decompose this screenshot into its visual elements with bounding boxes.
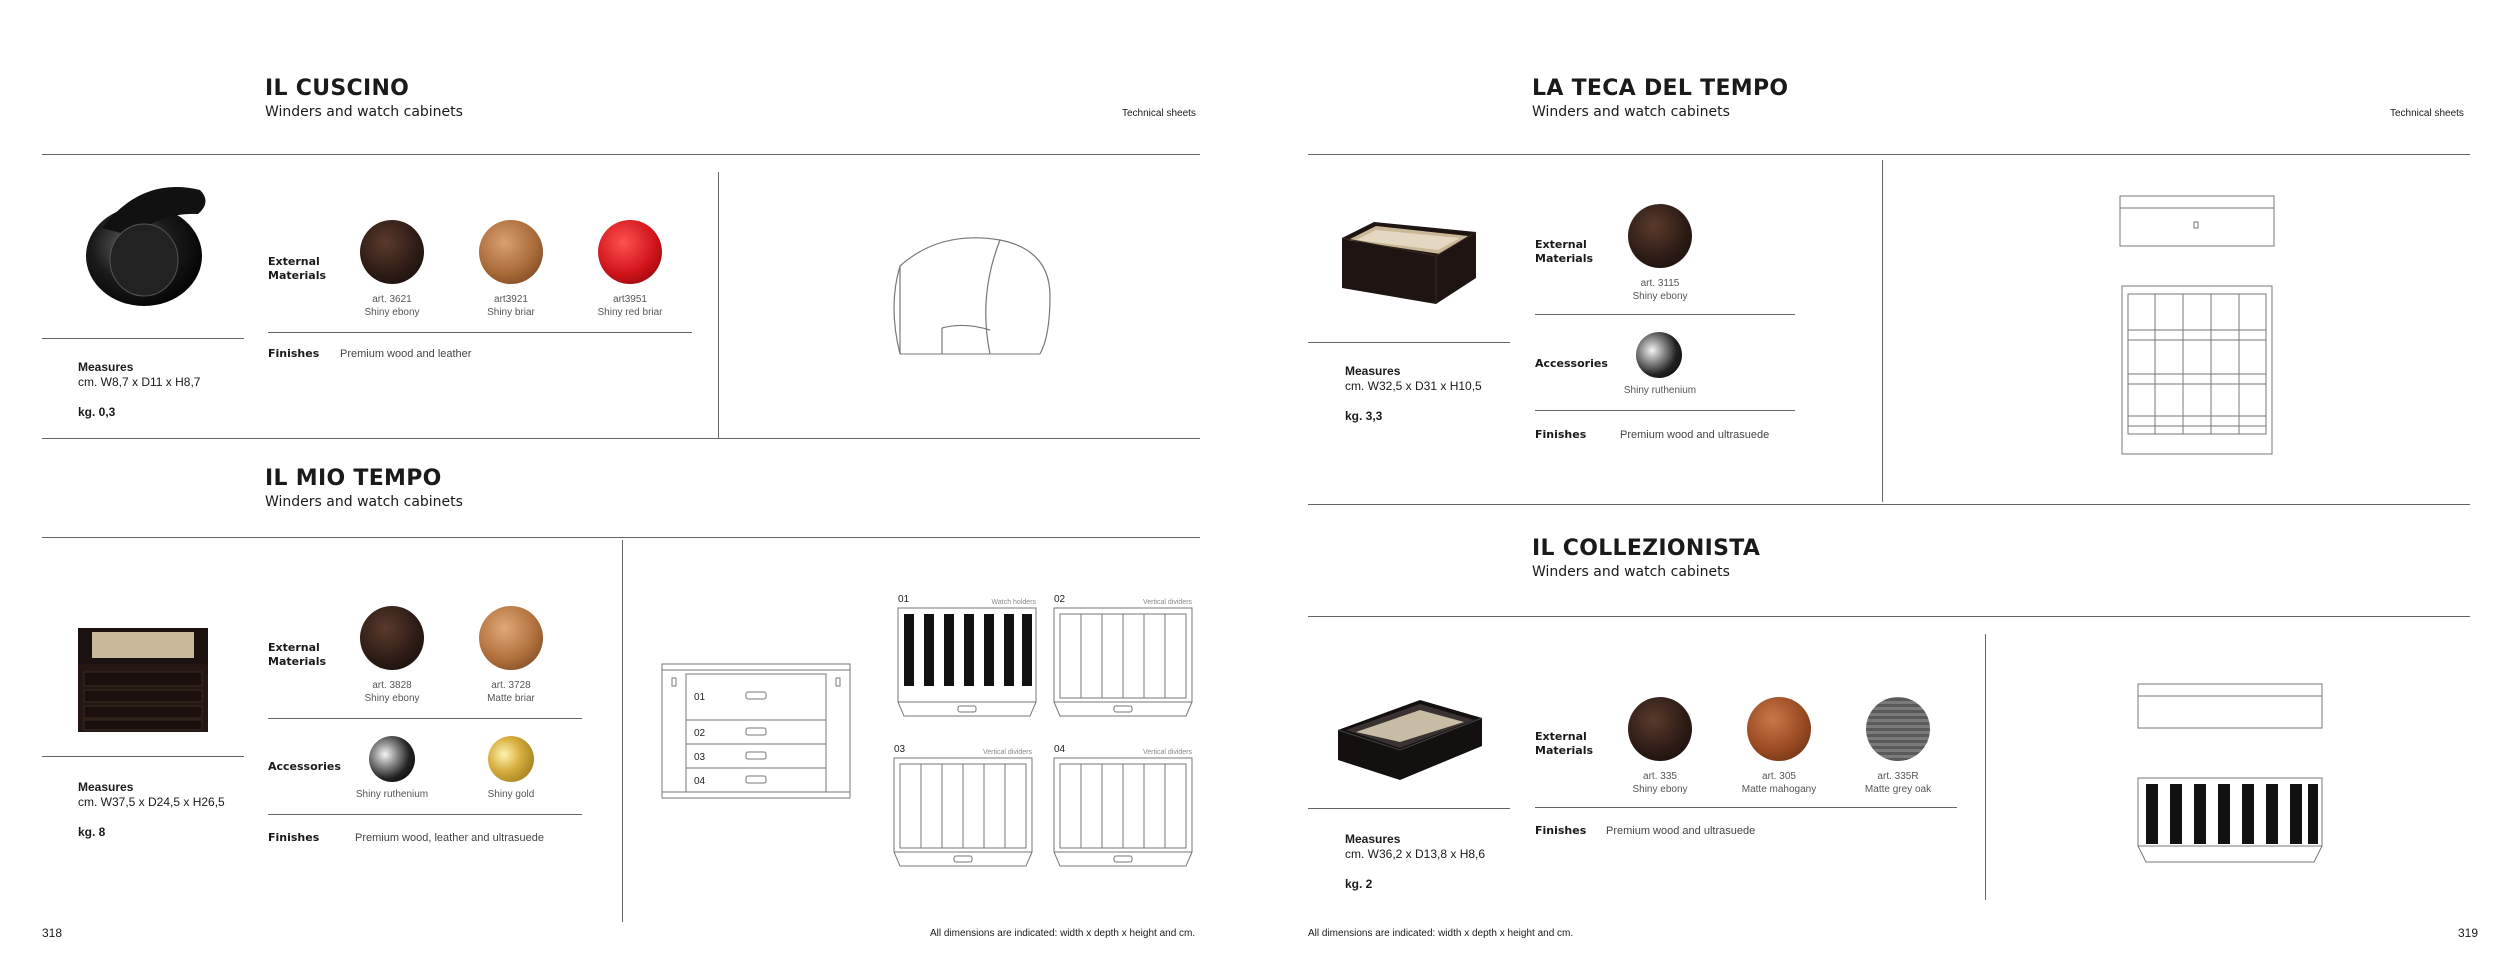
collezionista-title: IL COLLEZIONISTA <box>1532 536 1761 561</box>
tray-number: 01 <box>898 594 910 605</box>
accessory-caption: Shiny ruthenium <box>355 789 429 800</box>
accessory-caption: Shiny ruthenium <box>1623 385 1697 396</box>
swatch-caption: art. 3115 Shiny ebony <box>1632 278 1688 302</box>
divider <box>1308 616 2470 617</box>
collezionista-product-image <box>1334 690 1484 786</box>
divider <box>1535 807 1957 808</box>
swatch-caption: art. 305 Matte mahogany <box>1741 771 1817 795</box>
tray-number: 03 <box>894 744 906 755</box>
tray-04-drawing <box>1050 742 1196 870</box>
teca-top-drawing <box>2118 284 2276 456</box>
tray-01-drawing <box>894 592 1040 720</box>
divider <box>268 332 692 333</box>
page-number-left: 318 <box>42 926 63 940</box>
collezionista-top-drawing <box>2136 776 2324 866</box>
divider <box>1308 504 2470 505</box>
technical-sheets-link-right[interactable]: Technical sheets <box>2390 108 2464 119</box>
drawer-number: 04 <box>694 776 706 787</box>
finishes-value: Premium wood, leather and ultrasuede <box>355 832 544 844</box>
swatch-caption: art. 335 Shiny ebony <box>1632 771 1688 795</box>
swatch-shiny-red-briar <box>598 220 662 284</box>
divider <box>1308 154 2470 155</box>
measures-value: cm. W8,7 x D11 x H8,7 <box>78 375 201 389</box>
external-materials-label: External Materials <box>1535 238 1594 265</box>
divider <box>1535 410 1795 411</box>
swatch-caption: art3951 Shiny red briar <box>597 294 663 318</box>
collezionista-measures <box>1345 832 1485 892</box>
weight-value: kg. 8 <box>78 825 106 839</box>
divider <box>1308 808 1510 809</box>
measures-label: Measures <box>78 780 134 794</box>
collezionista-subtitle: Winders and watch cabinets <box>1532 564 1730 580</box>
tray-number: 04 <box>1054 744 1066 755</box>
cuscino-title: IL CUSCINO <box>265 76 410 101</box>
mio-tempo-title: IL MIO TEMPO <box>265 466 442 491</box>
swatch-matte-briar <box>479 606 543 670</box>
divider <box>1308 342 1510 343</box>
measures-value: cm. W32,5 x D31 x H10,5 <box>1345 379 1482 393</box>
accessories-label: Accessories <box>268 760 341 773</box>
measures-label: Measures <box>1345 364 1401 378</box>
teca-product-image <box>1336 218 1482 308</box>
swatch-shiny-ruthenium <box>1636 332 1682 378</box>
drawer-number: 03 <box>694 752 706 763</box>
swatch-shiny-ebony <box>360 606 424 670</box>
teca-measures <box>1345 364 1482 424</box>
swatch-caption: art. 335R Matte grey oak <box>1864 771 1932 795</box>
swatch-matte-mahogany <box>1747 697 1811 761</box>
divider <box>718 172 719 438</box>
teca-title: LA TECA DEL TEMPO <box>1532 76 1789 101</box>
cuscino-measures <box>78 360 200 420</box>
mio-tempo-product-image <box>70 620 216 736</box>
external-materials-label: External Materials <box>268 255 327 282</box>
footer-note-right: All dimensions are indicated: width x depth x height and cm. <box>1308 928 1574 939</box>
measures-label: Measures <box>1345 832 1401 846</box>
divider <box>1535 314 1795 315</box>
measures-label: Measures <box>78 360 134 374</box>
measures-value: cm. W36,2 x D13,8 x H8,6 <box>1345 847 1486 861</box>
swatch-shiny-ebony <box>360 220 424 284</box>
mio-tempo-measures <box>78 780 225 840</box>
tray-03-drawing <box>890 742 1036 870</box>
swatch-shiny-ruthenium <box>369 736 415 782</box>
cuscino-technical-drawing <box>880 236 1060 358</box>
external-materials-label: External Materials <box>268 641 327 668</box>
divider <box>1882 160 1883 502</box>
tray-label: Vertical dividers <box>982 749 1032 756</box>
tray-label: Vertical dividers <box>1142 599 1192 606</box>
divider <box>42 756 244 757</box>
divider <box>268 814 582 815</box>
swatch-shiny-briar <box>479 220 543 284</box>
finishes-label: Finishes <box>268 347 320 360</box>
teca-subtitle: Winders and watch cabinets <box>1532 104 1730 120</box>
finishes-label: Finishes <box>1535 428 1587 441</box>
tray-label: Vertical dividers <box>1142 749 1192 756</box>
tray-number: 02 <box>1054 594 1066 605</box>
swatch-caption: art3921 Shiny briar <box>487 294 535 318</box>
swatch-caption: art. 3828 Shiny ebony <box>364 680 420 704</box>
swatch-shiny-ebony <box>1628 204 1692 268</box>
tray-label: Watch holders <box>991 599 1036 606</box>
finishes-value: Premium wood and leather <box>340 348 472 360</box>
divider <box>42 338 244 339</box>
swatch-caption: art. 3621 Shiny ebony <box>364 294 420 318</box>
finishes-label: Finishes <box>268 831 320 844</box>
collezionista-front-drawing <box>2136 682 2324 730</box>
divider <box>268 718 582 719</box>
swatch-shiny-ebony <box>1628 697 1692 761</box>
teca-front-drawing <box>2118 194 2276 248</box>
measures-value: cm. W37,5 x D24,5 x H26,5 <box>78 795 225 809</box>
drawer-number: 02 <box>694 728 706 739</box>
divider <box>42 537 1200 538</box>
divider <box>1985 634 1986 900</box>
external-materials-label: External Materials <box>1535 730 1594 757</box>
swatch-caption: art. 3728 Matte briar <box>487 680 535 704</box>
technical-sheets-link-left[interactable]: Technical sheets <box>1122 108 1196 119</box>
divider <box>42 154 1200 155</box>
finishes-value: Premium wood and ultrasuede <box>1606 825 1756 837</box>
weight-value: kg. 0,3 <box>78 405 116 419</box>
weight-value: kg. 2 <box>1345 877 1373 891</box>
finishes-value: Premium wood and ultrasuede <box>1620 429 1770 441</box>
footer-note-left: All dimensions are indicated: width x depth x height and cm. <box>930 928 1196 939</box>
tray-02-drawing <box>1050 592 1196 720</box>
swatch-matte-grey-oak <box>1866 697 1930 761</box>
mio-tempo-subtitle: Winders and watch cabinets <box>265 494 463 510</box>
mio-tempo-cabinet-drawing <box>660 662 854 802</box>
finishes-label: Finishes <box>1535 824 1587 837</box>
cuscino-subtitle: Winders and watch cabinets <box>265 104 463 120</box>
cuscino-product-image <box>72 176 212 312</box>
weight-value: kg. 3,3 <box>1345 409 1383 423</box>
divider <box>42 438 1200 439</box>
accessories-label: Accessories <box>1535 357 1608 370</box>
page-number-right: 319 <box>2458 926 2479 940</box>
swatch-shiny-gold <box>488 736 534 782</box>
accessory-caption: Shiny gold <box>487 789 535 800</box>
divider <box>622 540 623 922</box>
drawer-number: 01 <box>694 692 706 703</box>
